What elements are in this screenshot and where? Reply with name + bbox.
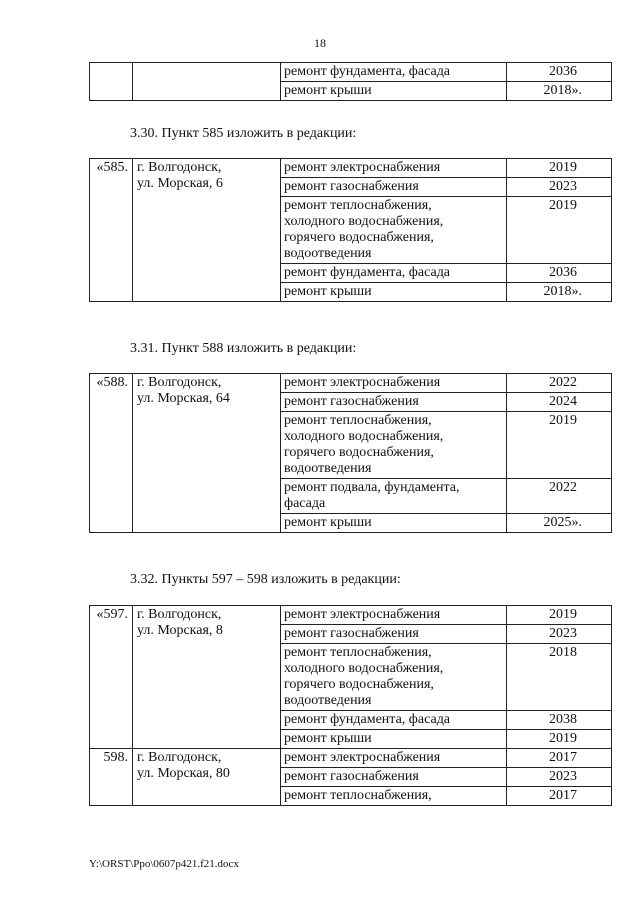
item-number: 598.	[90, 749, 133, 806]
work-year: 2019	[507, 159, 612, 178]
work-type: ремонт газоснабжения	[281, 393, 507, 412]
work-year: 2022	[507, 374, 612, 393]
table-row	[90, 374, 612, 393]
work-type: ремонт теплоснабжения, холодного водоснабжения, горячего водоснабжения, водоотведения	[281, 412, 507, 479]
work-year: 2024	[507, 393, 612, 412]
work-year: 2022	[507, 479, 612, 514]
work-year: 2019	[507, 197, 612, 264]
work-year: 2018	[507, 644, 612, 711]
item-number: «588.	[90, 374, 133, 533]
table-row	[90, 63, 612, 82]
work-year: 2018».	[507, 82, 612, 101]
work-year: 2019	[507, 730, 612, 749]
work-year: 2025».	[507, 514, 612, 533]
work-type: ремонт электроснабжения	[281, 374, 507, 393]
work-year: 2018».	[507, 283, 612, 302]
item-address: г. Волгодонск, ул. Морская, 64	[133, 374, 281, 533]
item-address: г. Волгодонск, ул. Морская, 80	[133, 749, 281, 806]
work-year: 2036	[507, 264, 612, 283]
paragraph-3-30: 3.30. Пункт 585 изложить в редакции:	[130, 126, 357, 141]
work-type: ремонт крыши	[281, 730, 507, 749]
work-type: ремонт газоснабжения	[281, 625, 507, 644]
work-type: ремонт теплоснабжения, холодного водоснабжения, горячего водоснабжения, водоотведения	[281, 197, 507, 264]
continuation-table	[89, 62, 612, 101]
work-year: 2023	[507, 178, 612, 197]
work-year: 2017	[507, 749, 612, 768]
table-item-588	[89, 373, 612, 533]
work-type: ремонт газоснабжения	[281, 178, 507, 197]
work-type: ремонт электроснабжения	[281, 606, 507, 625]
table-items-597-598	[89, 605, 612, 806]
table-row	[90, 606, 612, 625]
table-item-585	[89, 158, 612, 302]
work-type: ремонт фундамента, фасада	[281, 711, 507, 730]
work-type: ремонт газоснабжения	[281, 768, 507, 787]
item-address: г. Волгодонск, ул. Морская, 8	[133, 606, 281, 749]
file-path-footer: Y:\ORST\Ppo\0607p421.f21.docx	[89, 858, 239, 870]
item-address: г. Волгодонск, ул. Морская, 6	[133, 159, 281, 302]
paragraph-3-32: 3.32. Пункты 597 – 598 изложить в редакции:	[130, 572, 401, 587]
work-year: 2019	[507, 412, 612, 479]
work-type: ремонт электроснабжения	[281, 159, 507, 178]
table-row	[90, 159, 612, 178]
work-type: ремонт фундамента, фасада	[281, 264, 507, 283]
work-year: 2036	[507, 63, 612, 82]
work-year: 2023	[507, 625, 612, 644]
item-number: «597.	[90, 606, 133, 749]
work-year: 2019	[507, 606, 612, 625]
paragraph-3-31: 3.31. Пункт 588 изложить в редакции:	[130, 341, 357, 356]
work-type: ремонт теплоснабжения,	[281, 787, 507, 806]
work-type: ремонт теплоснабжения, холодного водоснабжения, горячего водоснабжения, водоотведения	[281, 644, 507, 711]
page-number: 18	[314, 36, 326, 50]
work-type: ремонт фундамента, фасада	[281, 63, 507, 82]
work-year: 2038	[507, 711, 612, 730]
work-type: ремонт крыши	[281, 514, 507, 533]
work-type: ремонт электроснабжения	[281, 749, 507, 768]
work-type: ремонт крыши	[281, 283, 507, 302]
table-row	[90, 749, 612, 768]
item-address	[133, 63, 281, 101]
work-type: ремонт крыши	[281, 82, 507, 101]
work-year: 2017	[507, 787, 612, 806]
work-year: 2023	[507, 768, 612, 787]
item-number	[90, 63, 133, 101]
work-type: ремонт подвала, фундамента, фасада	[281, 479, 507, 514]
item-number: «585.	[90, 159, 133, 302]
